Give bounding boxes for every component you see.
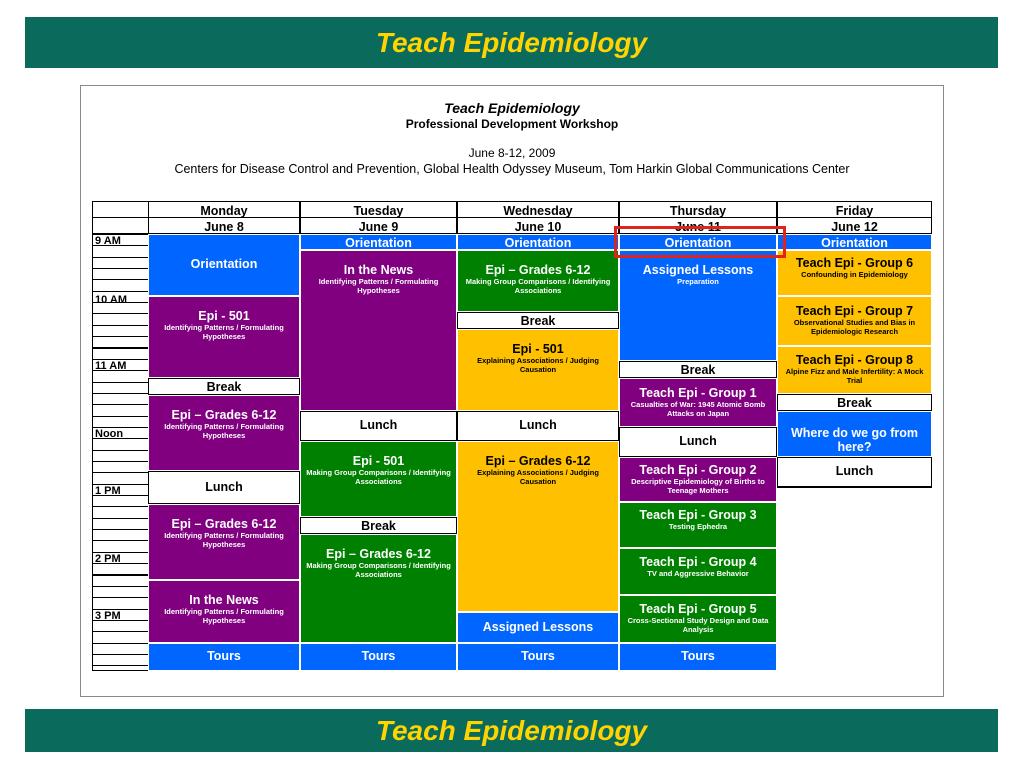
day-name: Tuesday: [353, 204, 404, 218]
session-title: Teach Epi - Group 1: [639, 385, 757, 400]
day-header: [300, 201, 457, 218]
session-title: Teach Epi - Group 4: [639, 554, 757, 569]
session-subtitle: Making Group Comparisons / Identifying Associations: [306, 561, 451, 579]
session-title: Epi - 501: [512, 342, 564, 356]
session-title: Break: [206, 380, 242, 394]
session-title: Lunch: [679, 434, 717, 448]
session-title: Break: [837, 396, 872, 410]
session-title: Teach Epi - Group 3: [639, 508, 757, 522]
session-title: Teach Epi - Group 8: [795, 353, 914, 367]
time-label: 2 PM: [95, 552, 121, 565]
session-title: Epi - 501: [352, 454, 405, 468]
session-thu-assigned[interactable]: [619, 250, 777, 361]
day-name: Monday: [200, 204, 248, 218]
session-fri-orientation[interactable]: [777, 234, 932, 250]
session-subtitle: Making Group Comparisons / Identifying Associations: [465, 277, 611, 295]
day-date-label: June 11: [675, 220, 721, 234]
day-name: Wednesday: [503, 204, 573, 218]
session-thu-lunch[interactable]: [619, 427, 777, 457]
session-wed-lunch[interactable]: [457, 411, 619, 441]
session-subtitle: Identifying Patterns / Formulating Hypotheses: [164, 607, 284, 625]
session-title: Epi – Grades 6-12: [326, 547, 431, 561]
session-title: Assigned Lessons: [482, 619, 594, 634]
friday-empty-area: [777, 487, 932, 671]
session-fri-lunch[interactable]: [777, 457, 932, 487]
session-title: Orientation: [190, 257, 258, 271]
session-title: Epi – Grades 6-12: [485, 263, 591, 277]
session-wed-orientation[interactable]: [457, 234, 619, 250]
session-subtitle: Identifying Patterns / Formulating Hypotheses: [318, 277, 439, 295]
session-subtitle: Explaining Associations / Judging Causation: [477, 356, 599, 374]
session-tue-break[interactable]: [300, 517, 457, 534]
corner-cell: [92, 217, 149, 234]
session-title: Break: [520, 314, 556, 328]
time-label: 11 AM: [95, 359, 127, 372]
session-title: Teach Epi - Group 7: [795, 304, 914, 318]
highlight-box: [614, 226, 786, 258]
session-title: Lunch: [205, 479, 243, 494]
day-header: [457, 201, 619, 218]
day-date: [148, 217, 300, 234]
session-title: Break: [680, 363, 716, 377]
day-header: [148, 201, 300, 218]
session-title: Tours: [361, 649, 396, 663]
session-title: In the News: [189, 593, 259, 607]
time-slot: [92, 654, 149, 666]
session-title: Orientation: [345, 236, 412, 250]
schedule-title: Teach Epidemiology: [444, 100, 580, 116]
top-banner: Teach Epidemiology: [25, 17, 998, 68]
session-mon-orientation[interactable]: [148, 234, 300, 296]
session-fri-break[interactable]: [777, 394, 932, 411]
session-thu-g4[interactable]: [619, 548, 777, 595]
session-mon-lunch[interactable]: [148, 471, 300, 504]
session-title: Lunch: [359, 418, 398, 432]
day-date: [777, 217, 932, 234]
session-title: Tours: [681, 649, 715, 663]
day-header: [777, 201, 932, 218]
session-fri-where[interactable]: [777, 411, 932, 457]
day-date: [300, 217, 457, 234]
session-title: Orientation: [821, 236, 888, 250]
session-wed-tours[interactable]: [457, 643, 619, 671]
session-title: Tours: [207, 649, 241, 663]
session-thu-break[interactable]: [619, 361, 777, 378]
time-label: 3 PM: [95, 609, 121, 622]
session-fri-g7[interactable]: [777, 296, 932, 346]
session-title: Tours: [521, 649, 555, 663]
time-label: 9 AM: [95, 235, 121, 247]
session-title: Lunch: [835, 464, 874, 478]
session-mon-epi501[interactable]: [148, 296, 300, 378]
day-name: Friday: [835, 204, 874, 218]
day-name: Thursday: [669, 204, 727, 218]
session-subtitle: Cross-Sectional Study Design and Data Analysis: [627, 616, 769, 634]
session-subtitle: Making Group Comparisons / Identifying Associations: [306, 468, 451, 486]
session-subtitle: TV and Aggressive Behavior: [647, 568, 749, 578]
session-title: Teach Epi - Group 2: [639, 462, 757, 477]
session-tue-tours[interactable]: [300, 643, 457, 671]
session-thu-g5[interactable]: [619, 595, 777, 643]
day-date-label: June 10: [514, 220, 562, 234]
session-wed-grades2[interactable]: [457, 441, 619, 612]
session-subtitle: Confounding in Epidemiology: [801, 270, 908, 279]
session-subtitle: Identifying Patterns / Formulating Hypotheses: [164, 422, 284, 440]
day-date: [457, 217, 619, 234]
corner-cell: [92, 201, 149, 218]
day-date-label: June 8: [204, 220, 244, 234]
session-tue-lunch[interactable]: [300, 411, 457, 441]
session-tue-news[interactable]: [300, 250, 457, 411]
session-subtitle: Identifying Patterns / Formulating Hypotheses: [164, 531, 284, 549]
session-tue-grades[interactable]: [300, 534, 457, 643]
session-thu-tours[interactable]: [619, 643, 777, 671]
session-subtitle: Testing Ephedra: [668, 522, 728, 531]
session-title: Orientation: [504, 236, 572, 250]
session-title: Lunch: [519, 418, 557, 432]
session-title: Epi – Grades 6-12: [171, 517, 277, 531]
session-subtitle: Explaining Associations / Judging Causation: [477, 468, 599, 486]
session-subtitle: Casualties of War: 1945 Atomic Bomb Attacks on Japan: [630, 399, 766, 418]
session-subtitle: Preparation: [677, 277, 719, 286]
session-title: In the News: [343, 263, 414, 277]
schedule-dates: June 8-12, 2009: [468, 146, 556, 160]
bottom-banner: Teach Epidemiology: [25, 709, 998, 752]
time-label: 1 PM: [95, 484, 121, 497]
session-thu-g3[interactable]: [619, 502, 777, 548]
session-mon-tours[interactable]: [148, 643, 300, 671]
time-label: 10 AM: [95, 294, 127, 307]
session-subtitle: Observational Studies and Bias in Epidemiologic Research: [793, 318, 916, 336]
session-fri-g8[interactable]: [777, 346, 932, 394]
session-thu-g1[interactable]: [619, 378, 777, 427]
day-date-label: June 12: [831, 220, 878, 234]
session-subtitle: Alpine Fizz and Male Infertility: A Mock Trial: [785, 367, 924, 385]
session-title: Epi – Grades 6-12: [171, 408, 277, 422]
schedule-location: Centers for Disease Control and Prevention, Global Health Odyssey Museum, Tom Harkin Global Communications Center: [174, 162, 850, 176]
session-wed-assigned[interactable]: [457, 612, 619, 643]
session-title: Teach Epi - Group 6: [795, 256, 914, 270]
session-title: Epi - 501: [198, 309, 250, 323]
schedule-subtitle: Professional Development Workshop: [405, 117, 619, 131]
session-wed-break[interactable]: [457, 312, 619, 329]
day-header: [619, 201, 777, 218]
session-subtitle: Descriptive Epidemiology of Births to Teenage Mothers: [631, 476, 765, 495]
session-title: Epi – Grades 6-12: [485, 454, 591, 468]
session-mon-grades[interactable]: [148, 395, 300, 471]
session-wed-epi501[interactable]: [457, 329, 619, 411]
session-title: Where do we go from here?: [790, 426, 919, 454]
session-mon-grades2[interactable]: [148, 504, 300, 580]
time-label: Noon: [95, 427, 124, 440]
session-wed-grades[interactable]: [457, 250, 619, 312]
session-mon-news[interactable]: [148, 580, 300, 643]
session-title: Break: [361, 519, 396, 533]
day-date-label: June 9: [358, 220, 399, 234]
session-subtitle: Identifying Patterns / Formulating Hypotheses: [164, 323, 284, 341]
session-tue-orientation[interactable]: [300, 234, 457, 250]
session-title: Assigned Lessons: [642, 263, 754, 277]
session-mon-break[interactable]: [148, 378, 300, 395]
session-tue-epi501[interactable]: [300, 441, 457, 517]
session-fri-g6[interactable]: [777, 250, 932, 296]
session-title: Orientation: [664, 236, 732, 250]
session-thu-g2[interactable]: [619, 457, 777, 502]
session-title: Teach Epi - Group 5: [639, 602, 757, 616]
